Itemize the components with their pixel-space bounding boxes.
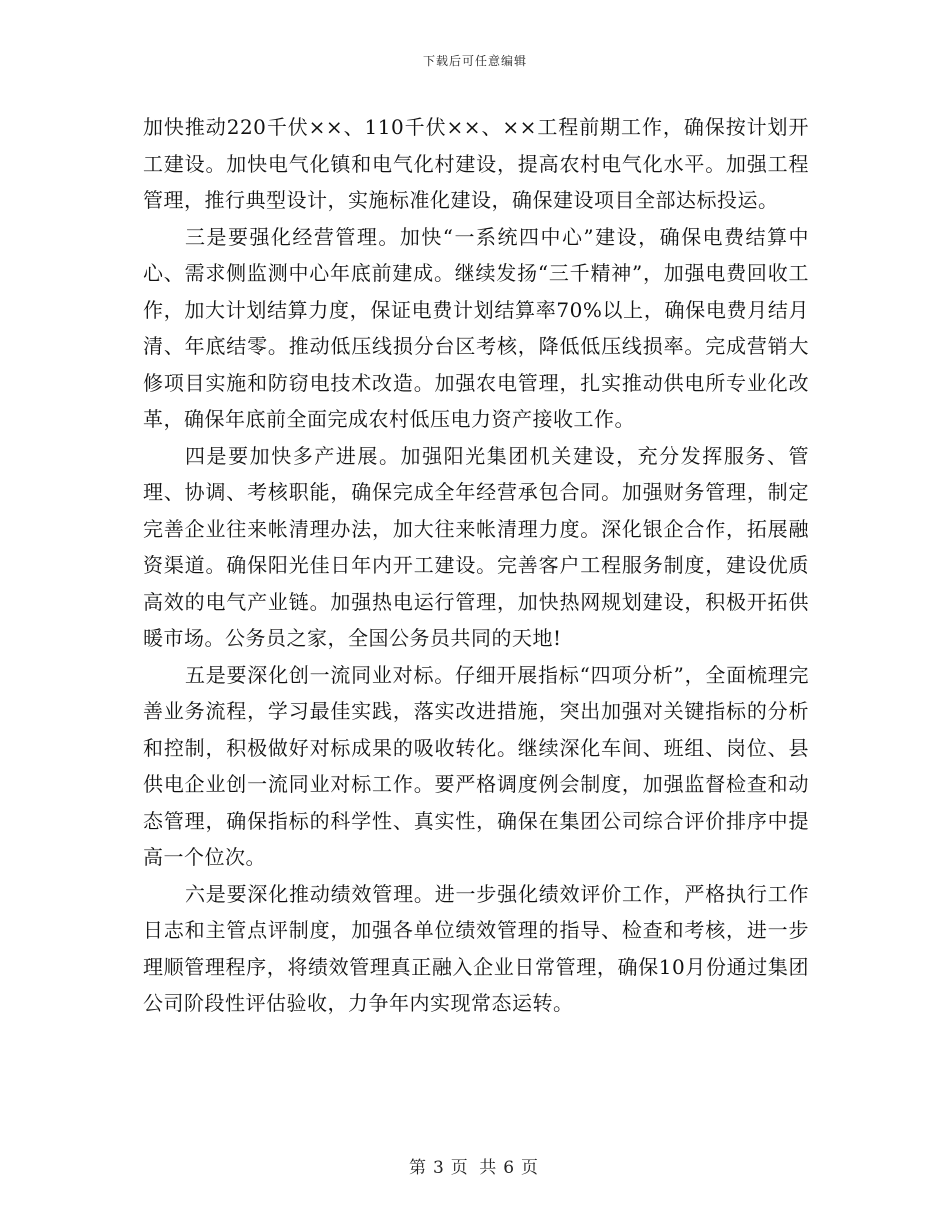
page-current: 3 (432, 1158, 447, 1178)
page-mid: 页 共 (450, 1158, 500, 1178)
page-suffix: 页 (521, 1158, 542, 1178)
paragraph-operations-management: 三是要强化经营管理。加快“一系统四中心”建设，确保电费结算中心、需求侧监测中心年底前建成。继续发扬“三千精神”，加强电费回收工作，加大计划结算力度，保证电费计划结算率70%以上，确保电费月结月清、年底结零。推动低压线损分台区考核，降低低压线损率。完成营销大修项目实施和防窃电技术改造。加强农电管理，扎实推动供电所专业化改革，确保年底前全面完成农村低压电力资产接收工作。 (143, 224, 809, 431)
page-header: 下载后可任意编辑 (422, 54, 527, 68)
paragraph-diversified-development: 四是要加快多产进展。加强阳光集团机关建设，充分发挥服务、管理、协调、考核职能，确保完成全年经营承包合同。加强财务管理，制定完善企业往来帐清理办法，加大往来帐清理力度。深化银企合作，拓展融资渠道。确保阳光佳日年内开工建设。完善客户工程服务制度，建设优质高效的电气产业链。加强热电运行管理，加快热网规划建设，积极开拓供暖市场。公务员之家，全国公务员共同的天地! (143, 443, 809, 650)
page-prefix: 第 (408, 1158, 429, 1178)
page-footer (0, 1153, 950, 1178)
page-total: 6 (503, 1158, 518, 1178)
paragraph-performance-management: 六是要深化推动绩效管理。进一步强化绩效评价工作，严格执行工作日志和主管点评制度，加强各单位绩效管理的指导、检查和考核，进一步理顺管理程序，将绩效管理真正融入企业日常管理，确保10月份通过集团公司阶段性评估验收，力争年内实现常态运转。 (143, 881, 809, 1015)
document-body (143, 109, 809, 1022)
paragraph-continuation: 加快推动220千伏××、110千伏××、××工程前期工作，确保按计划开工建设。加快电气化镇和电气化村建设，提高农村电气化水平。加强工程管理，推行典型设计，实施标准化建设，确保建设项目全部达标投运。 (143, 115, 809, 212)
paragraph-benchmarking: 五是要深化创一流同业对标。仔细开展指标“四项分析”，全面梳理完善业务流程，学习最佳实践，落实改进措施，突出加强对关键指标的分析和控制，积极做好对标成果的吸收转化。继续深化车间、班组、岗位、县供电企业创一流同业对标工作。要严格调度例会制度，加强监督检查和动态管理，确保指标的科学性、真实性，确保在集团公司综合评价排序中提高一个位次。 (143, 662, 809, 869)
